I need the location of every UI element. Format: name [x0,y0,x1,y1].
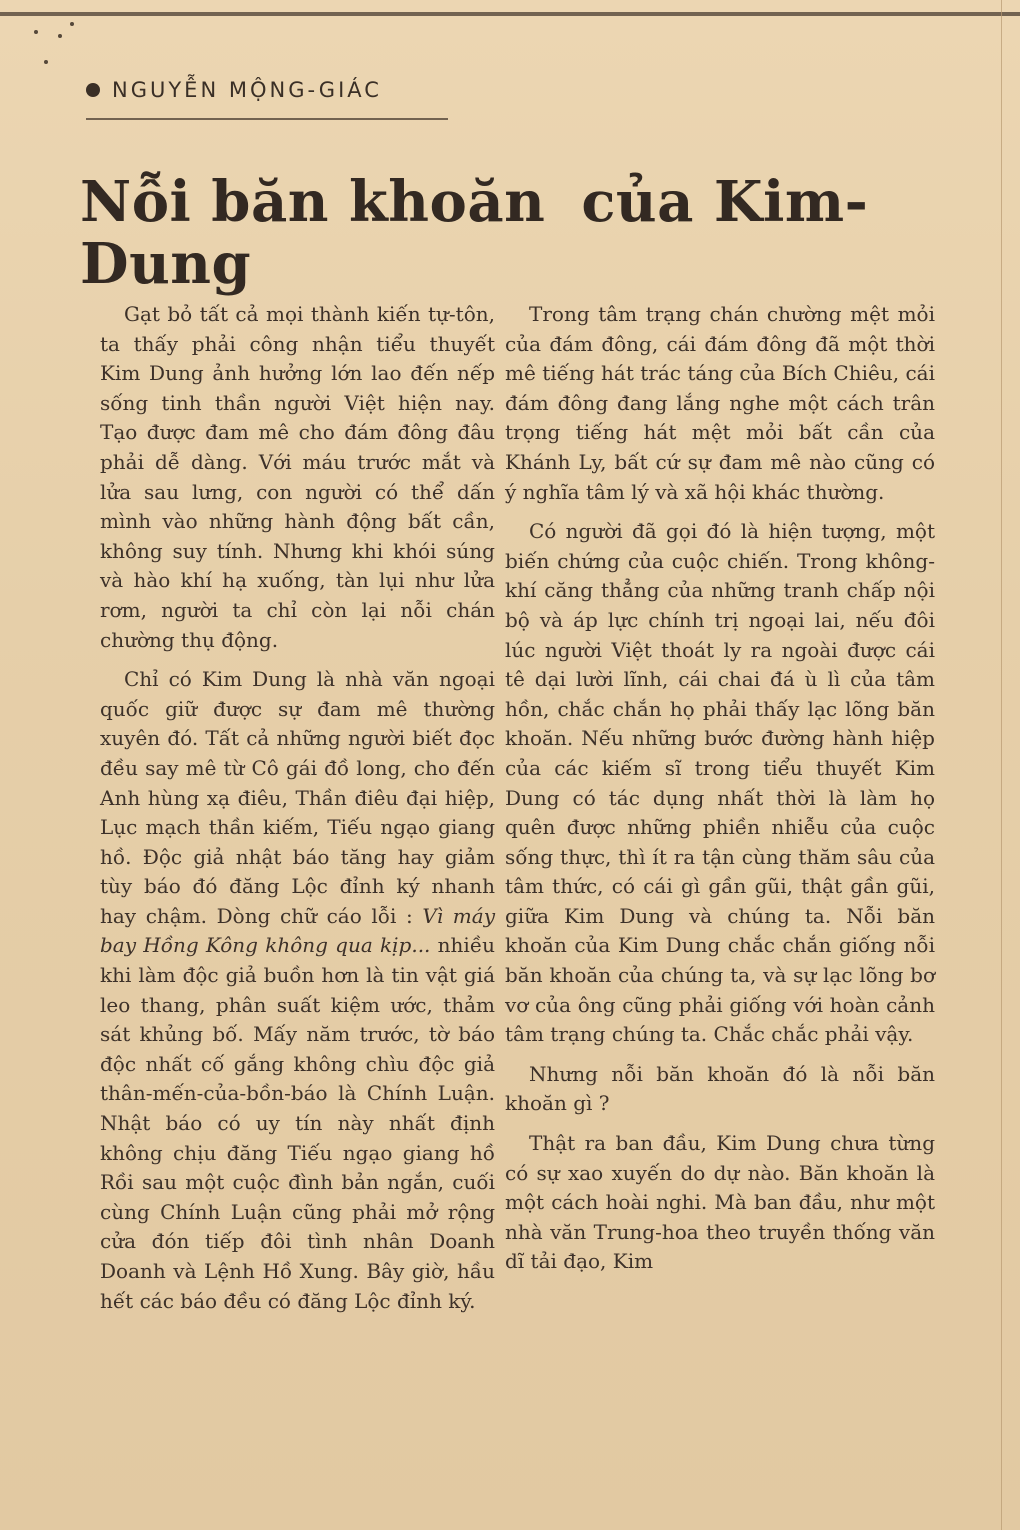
article-title [80,169,940,297]
byline-underline [86,118,448,120]
author-name: NGUYỄN MỘNG-GIÁC [112,78,382,102]
ink-speck [70,22,74,26]
top-border-rule [0,12,1020,16]
paragraph: Thật ra ban đầu, Kim Dung chưa từng có sự xao xuyến do dự nào. Băn khoăn là một cách hoài nghi. Mà ban đầu, như một nhà văn Trung-hoa theo truyền thống văn dĩ tải đạo, Kim [505,1131,935,1274]
bullet-icon [86,83,100,97]
right-column [505,300,935,1287]
left-column [100,300,495,1326]
paragraph: Gạt bỏ tất cả mọi thành kiến tự-tôn, ta thấy phải công nhận tiểu thuyết Kim Dung ảnh hưởng lớn lao đến nếp sống tinh thần người Việt hiện nay. Tạo được đam mê cho đám đông đâu phải dễ dàng. Với máu trước mắt và lửa sau lưng, con người có thể dấn mình vào những hành động bất cần, không suy tính. Nhưng khi khói súng và hào khí hạ xuống, tàn lụi như lửa rơm, người ta chỉ còn lại nỗi chán chường thụ động. [100,302,495,652]
ink-speck [34,30,38,34]
paragraph: Trong tâm trạng chán chường mệt mỏi của đám đông, cái đám đông đã một thời mê tiếng hát trác táng của Bích Chiêu, cái đám đông đang lắng nghe một cách trân trọng tiếng hát mệt mỏi bất cần của Khánh Ly, bất cứ sự đam mê nào cũng có ý nghĩa tâm lý và xã hội khác thường. [505,302,935,504]
title-part-1: Nỗi băn khoăn [80,169,546,235]
byline [86,78,382,102]
italic-quote: Vì máy bay Hồng Kông không qua kịp... [100,903,495,958]
paragraph-text: nhiều khi làm độc giả buồn hơn là tin vật giá leo thang, phân suất kiệm ước, thảm sát khủng bố. Mấy năm trước, tờ báo độc nhất cố gắng không chìu độc giả thân-mến-của-bồn-báo là Chính Luận. Nhật báo có uy tín này nhất định không chịu đăng Tiếu ngạo giang hồ Rồi sau một cuộc đình bản ngắn, cuối cùng Chính Luận cũng phải mở rộng cửa đón tiếp đôi tình nhân Doanh Doanh và Lệnh Hồ Xung. Bây giờ, hầu hết các báo đều có đăng Lộc đỉnh ký. [100,933,496,1313]
paragraph [100,665,495,1316]
ink-speck [44,60,48,64]
page-fold-line [1001,0,1002,1530]
paragraph-text: Chỉ có Kim Dung là nhà văn ngoại quốc giữ được sự đam mê thường xuyên đó. Tất cả những người biết đọc đều say mê từ Cô gái đồ long, cho đến Anh hùng xạ điêu, Thần điêu đại hiệp, Lục mạch thần kiếm, Tiếu ngạo giang hồ. Độc giả nhật báo tăng hay giảm tùy báo đó đăng Lộc đỉnh ký nhanh hay chậm. Dòng chữ cáo lỗi : [100,667,495,928]
title-part-2: của Kim-Dung [80,169,869,297]
paragraph: Có người đã gọi đó là hiện tượng, một biến chứng của cuộc chiến. Trong không-khí căng thẳng của những tranh chấp nội bộ và áp lực chính trị ngoại lai, nếu đôi lúc người Việt thoát ly ra ngoài được cái tê dại lười lĩnh, cái chai đá ù lì của tâm hồn, chắc chắn họ phải thấy lạc lõng băn khoăn. Nếu những bước đường hành hiệp của các kiếm sĩ trong tiểu thuyết Kim Dung có tác dụng nhất thời là làm họ quên được những phiền nhiễu của cuộc sống thực, thì ít ra tận cùng thăm sâu của tâm thức, có cái gì gần gũi, thật gần gũi, giữa Kim Dung và chúng ta. Nỗi băn khoăn của Kim Dung chắc chắn giống nỗi băn khoăn của chúng ta, và sự lạc lõng bơ vơ của ông cũng phải giống với hoàn cảnh tâm trạng chúng ta. Chắc chắc phải vậy. [505,519,935,1047]
ink-speck [58,34,62,38]
paragraph: Nhưng nỗi băn khoăn đó là nỗi băn khoăn gì ? [505,1061,935,1116]
